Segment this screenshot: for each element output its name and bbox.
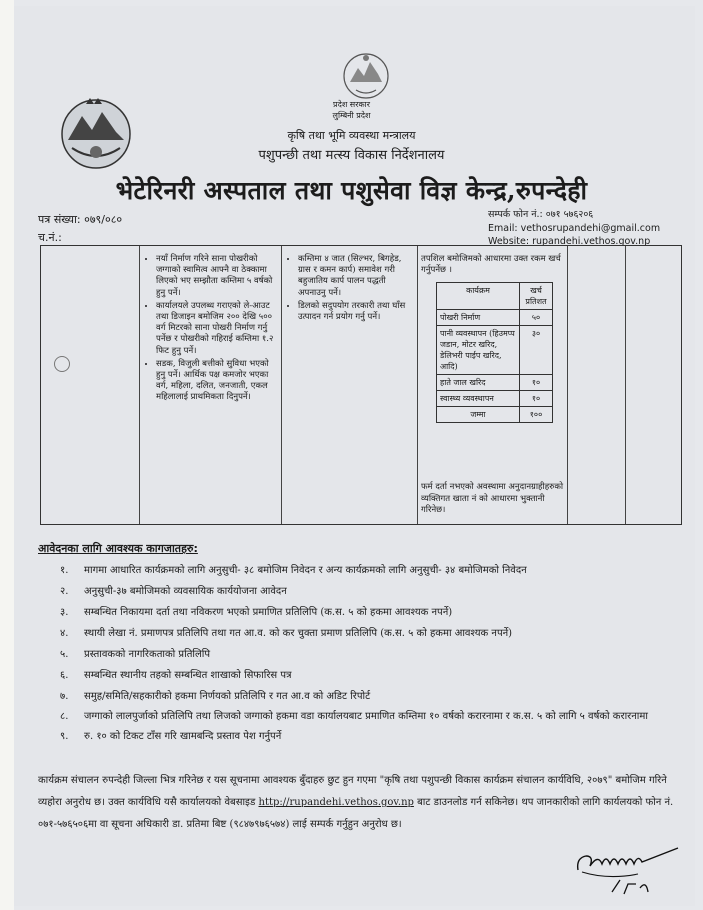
budget-program: पानी व्यवस्थापन (हिउमप्प जडान, मोटर खरिद, डेलिभरी पाईप खरिद, आदि) (437, 326, 520, 375)
list-item (60, 665, 690, 686)
budget-header-percent: खर्च प्रतिशत (520, 283, 553, 310)
list-item: • कार्यालयले उपलब्ध गराएको ले-आउट तथा डिजाइन बमोजिम २०० देखि ५०० वर्ग मिटरको साना पोखरी निर्माण गर्नु पर्नेछ र पोखरीको गहिराई कम्तिमा १.२ फिट हुनु पर्ने। (156, 301, 280, 357)
list-item (60, 581, 690, 602)
item-number: ४. (60, 628, 69, 639)
item-text: सम्बन्धित निकायमा दर्ता तथा नविकरण भएको प्रमाणित प्रतिलिपि (क.स. ५ को हकमा आवश्यक नपर्ने) (84, 607, 453, 618)
office-title: भेटेरिनरी अस्पताल तथा पशुसेवा विज्ञ केन्द्र,रुपन्देही (115, 176, 588, 205)
item-text: सम्बन्धित स्थानीय तहको सम्बन्धित शाखाको सिफारिस पत्र (84, 670, 292, 681)
item-number: ९. (60, 731, 69, 742)
footer-paragraph (38, 770, 690, 836)
table-column-divider (417, 246, 418, 524)
budget-percent: ३० (520, 326, 553, 375)
budget-total-percent: १०० (520, 407, 553, 423)
table-row (437, 326, 553, 375)
item-number: १. (60, 565, 69, 576)
table-column-divider (625, 246, 626, 524)
website-link[interactable]: http://rupandehi.vethos.gov.np (258, 797, 414, 808)
budget-program: स्वास्थ्य व्यवस्थापन (437, 391, 520, 407)
list-item: • डिलको सदुपयोग तरकारी तथा घाँस उत्पादन गर्न प्रयोग गर्नु पर्ने। (298, 301, 414, 323)
table-column-divider (567, 246, 568, 524)
list-item (60, 707, 690, 726)
list-item (60, 686, 690, 707)
budget-table (436, 282, 553, 423)
budget-intro: तपशिल बमोजिमको आधारमा उक्त रकम खर्च गर्नुपर्नेछ । (421, 254, 561, 275)
email-address: Email: vethosrupandehi@gmail.com (488, 223, 661, 234)
item-text: जग्गाको लालपुर्जाको प्रतिलिपि तथा लिजको जग्गाको हकमा वडा कार्यालयबाट प्रमाणित कम्तिमा १० वर्षको करारनामा र क.स. ५ को लागि ५ वर्षको करारनामा (84, 711, 648, 722)
list-item: • नयाँ निर्माण गरिने साना पोखरीको जग्गाको स्वामित्व आफ्नै वा ठेक्कामा लिएको भए सम्झौता कम्तिमा ५ वर्षको हुनु पर्ने। (156, 254, 280, 299)
table-row (437, 407, 553, 423)
item-text: प्रस्तावकको नागरिकताको प्रतिलिपि (84, 649, 211, 660)
budget-program: हाते जाल खरिद (437, 375, 520, 391)
header-govt: प्रदेश सरकार (333, 100, 370, 109)
table-row (437, 375, 553, 391)
list-item (60, 644, 690, 665)
table-row (437, 391, 553, 407)
government-emblem-icon (336, 50, 396, 102)
item-text: स्थायी लेखा नं. प्रमाणपत्र प्रतिलिपि तथा गत आ.व. को कर चुक्ता प्रमाण प्रतिलिपि (क.स. ५ को हकमा आवश्यक नपर्ने) (84, 628, 513, 639)
header-ministry: कृषि तथा भूमि व्यवस्था मन्त्रालय (287, 129, 416, 142)
website-address: Website: rupandehi.vethos.gov.np (488, 236, 651, 247)
item-number: ६. (60, 670, 69, 681)
footer-text: बाट डाउनलोड गर्न सकिनेछ। थप जानकारीको लागि कार्यलयको फोन नं. ०७१-५७६५०६मा वा सूचना अधिकारी डा. प्रतिमा बिष्ट (९८४७९७६५७४) लाई सम्पर्क गर्नुहुन अनुरोध छ। (38, 797, 674, 830)
budget-percent: १० (520, 391, 553, 407)
list-item (60, 560, 690, 581)
table-row (437, 283, 553, 310)
table-column-divider (139, 246, 140, 524)
budget-percent: १० (520, 375, 553, 391)
item-number: ३. (60, 607, 69, 618)
item-number: ५. (60, 649, 69, 660)
item-text: रु. १० को टिकट टाँस गरि खामबन्दि प्रस्ताव पेश गर्नुपर्ने (84, 731, 282, 742)
documents-list (60, 560, 690, 747)
item-number: ८. (60, 711, 69, 722)
technical-bullets (286, 254, 414, 325)
table-row (437, 310, 553, 326)
header-province: लुम्बिनी प्रदेश (332, 111, 371, 120)
item-number: २. (60, 586, 69, 597)
header-department: पशुपन्छी तथा मत्स्य विकास निर्देशनालय (258, 148, 445, 163)
item-number: ७. (60, 691, 69, 702)
table-column-divider (281, 246, 282, 524)
list-item: • कम्तिमा ४ जात (सिल्भर, बिगहेड, ग्रास र कमन कार्प) समावेश गरी बहुजातिय कार्प पालन पद्धती अपनाउनु पर्ने। (298, 254, 414, 299)
item-text: अनुसुची-३७ बमोजिमको व्यवसायिक कार्ययोजना आवेदन (84, 586, 287, 597)
documents-heading: आवेदनका लागि आवश्यक कागजातहरु: (38, 542, 198, 555)
dispatch-number: च.नं.: (38, 231, 62, 244)
budget-program: पोखरी निर्माण (437, 310, 520, 326)
budget-percent: ५० (520, 310, 553, 326)
phone-number: सम्पर्क फोन नं.: ०७१ ५७६२०६ (488, 209, 594, 220)
item-text: मागमा आधारित कार्यक्रमको लागि अनुसुची- ३८ बमोजिम निवेदन र अन्य कार्यक्रमको लागि अनुसुची- ३४ बमोजिमको निवेदन (84, 565, 527, 576)
budget-note: फर्म दर्ता नभएको अवस्थामा अनुदानग्राहीहरुको व्यक्तिगत खाता नं को आधारमा भुक्तानी गरिनेछ। (421, 482, 564, 515)
list-item (60, 602, 690, 623)
list-item (60, 623, 690, 644)
eligibility-bullets (144, 254, 280, 406)
list-item: • सडक, विजुली बत्तीको सुविधा भएको हुनु पर्ने। आर्थिक पक्ष कमजोर भएका वर्ग, महिला, दलित, जनजाती, एकल महिलालाई प्राथमिकता दिनुपर्ने। (156, 359, 280, 404)
punch-hole-icon (54, 356, 70, 372)
list-item (60, 726, 690, 747)
budget-header-program: कार्यक्रम (437, 283, 520, 310)
budget-total-label: जम्मा (437, 407, 520, 423)
footer-text: कार्यक्रम संचालन रुपन्देही जिल्ला भित्र गरिनेछ र यस सूचनामा आवश्यक बुँदाहरु छुट हुन गएमा "कृषि तथा पशुपन्छी विकास कार्यक्रम संचालन कार्यविधि, २०७९" बमोजिम गरिने व्यहोरा अनुरोध छ। उक्त कार्यविधि यसै कार्यालयको वेबसाइड (38, 775, 667, 808)
item-text: समुह/समिति/सहकारीको हकमा निर्णयको प्रतिलिपि र गत आ.व को अडिट रिपोर्ट (84, 691, 371, 702)
handwritten-signature (568, 840, 688, 902)
letter-number: पत्र संख्या: ०७९/०८० (38, 213, 123, 226)
